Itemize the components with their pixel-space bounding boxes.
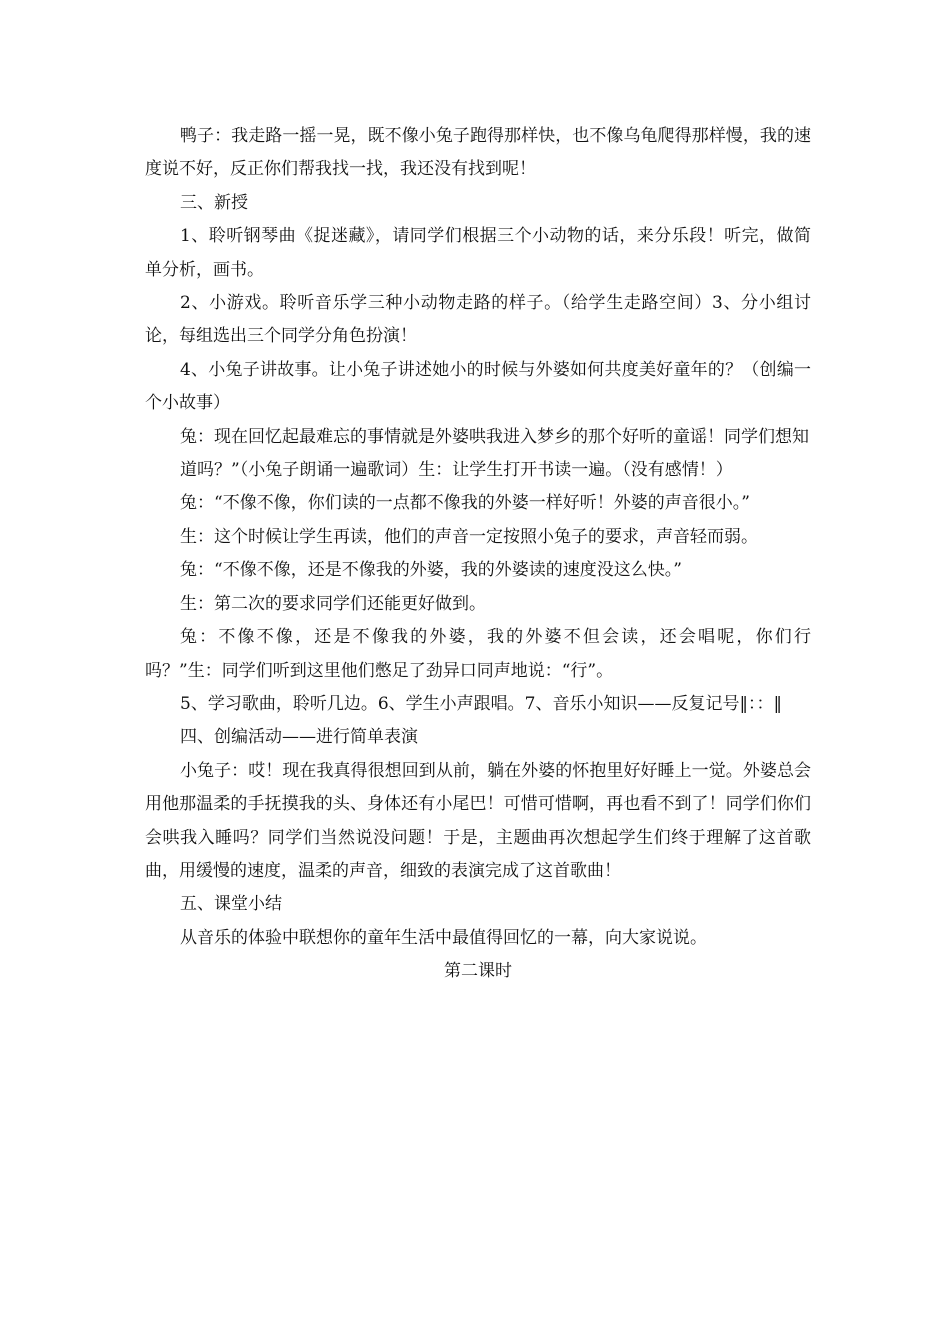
summary-text: 从音乐的体验中联想你的童年生活中最值得回忆的一幕，向大家说说。 <box>180 927 707 948</box>
dialogue-rabbit-1: 兔：现在回忆起最难忘的事情就是外婆哄我进入梦乡的那个好听的童谣！同学们想知 <box>180 426 809 447</box>
dialogue-rabbit-3: 兔：“不像不像，还是不像我的外婆，我的外婆读的速度没这么快。” <box>180 560 682 581</box>
dialogue-student-1: 生：这个时候让学生再读，他们的声音一定按照小兔子的要求，声音轻而弱。 <box>180 526 758 547</box>
lesson-heading-second: 第二课时 <box>444 961 512 982</box>
step-2-game: 2、小游戏。聆听音乐学三种小动物走路的样子。（给学生走路空间）3、分小组讨论，每组选出三个同学分角色扮演！ <box>145 293 811 347</box>
steps-5-to-7: 5、学习歌曲，聆听几边。6、学生小声跟唱。7、音乐小知识——反复记号‖：：‖ <box>180 693 782 714</box>
dialogue-little-rabbit: 小兔子：哎！现在我真得很想回到从前，躺在外婆的怀抱里好好睡上一觉。外婆总会用他那温柔的手抚摸我的头、身体还有小尾巴！可惜可惜啊，再也看不到了！同学们你们会哄我入睡吗？同学们当然说没问题！于是，主题曲再次想起学生们终于理解了这首歌曲，用缓慢的速度，温柔的声音，细致的表演完成了这首歌曲！ <box>145 760 811 881</box>
dialogue-rabbit-2: 兔：“不像不像，你们读的一点都不像我的外婆一样好听！外婆的声音很小。” <box>180 493 750 514</box>
section-heading-new-lesson: 三、新授 <box>180 192 248 213</box>
dialogue-continuation: 道吗？”（小兔子朗诵一遍歌词）生：让学生打开书读一遍。（没有感情！） <box>180 460 733 481</box>
dialogue-rabbit-4: 兔：不像不像，还是不像我的外婆，我的外婆不但会读，还会唱呢，你们行吗？”生：同学们听到这里他们憋足了劲异口同声地说：“行”。 <box>145 627 811 681</box>
step-4-story: 4、小兔子讲故事。让小兔子讲述她小的时候与外婆如何共度美好童年的？（创编一个小故事） <box>145 359 811 414</box>
step-1-piano-listening: 1、聆听钢琴曲《捉迷藏》，请同学们根据三个小动物的话，来分乐段！听完，做简单分析，画书。 <box>145 226 811 280</box>
section-heading-creative-activity: 四、创编活动——进行简单表演 <box>180 727 418 748</box>
dialogue-student-2: 生：第二次的要求同学们还能更好做到。 <box>180 593 486 614</box>
section-heading-summary: 五、课堂小结 <box>180 894 282 915</box>
document-page <box>145 120 811 989</box>
dialogue-duck: 鸭子：我走路一摇一晃，既不像小兔子跑得那样快，也不像乌龟爬得那样慢，我的速度说不好，反正你们帮我找一找，我还没有找到呢！ <box>145 126 811 180</box>
